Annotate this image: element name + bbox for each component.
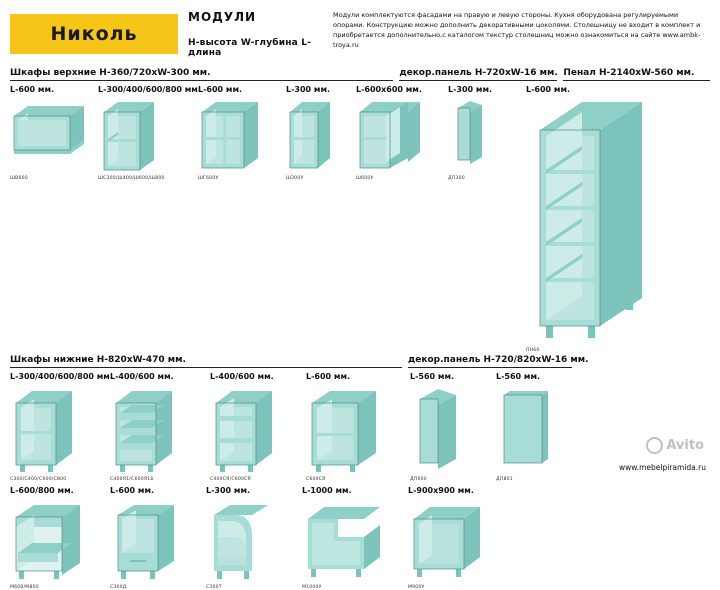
item-code: ДП801	[496, 477, 513, 482]
item-code: Ш600У	[356, 176, 374, 181]
bottom-item-3	[206, 486, 294, 590]
item-code: С400СЯ/С600СЯ	[210, 477, 251, 482]
cabinet-figure	[206, 497, 294, 583]
legend-text: H-высота W-глубина L-длина	[188, 38, 312, 58]
bottom-item-1	[10, 486, 102, 590]
item-code: М900У	[408, 585, 425, 590]
lower-item-1	[10, 372, 113, 482]
cabinet-figure	[356, 96, 440, 174]
item-label: L-600 мм.	[110, 486, 155, 495]
brand-name: Николь	[50, 23, 138, 45]
item-code: М600/М800	[10, 585, 39, 590]
item-code: С300/С400/С600/С800	[10, 477, 67, 482]
item-label: L-300/400/600/800 мм.	[98, 85, 201, 94]
divider	[408, 367, 572, 368]
avito-logo-icon	[646, 437, 663, 454]
header-note: Модули комплектуются фасадами на правую и левую стороны. Кухня оборудована регулируемыми опорами. Конструкцию можно дополнить декоративными цоколями. Столешницу не входит в комплект и приобретается дополнительно,с каталогом текстур столешниц можно ознакомиться на сайте www.ambk-troya.ru	[333, 11, 701, 50]
upper-item-5	[356, 85, 440, 181]
lower-item-2	[110, 372, 202, 482]
item-label: L-300/400/600/800 мм.	[10, 372, 113, 381]
page-title: МОДУЛИ	[188, 10, 257, 24]
panel-figure	[448, 96, 518, 174]
brand-logo	[10, 14, 178, 54]
penal-figure	[526, 96, 676, 346]
cabinet-figure	[110, 497, 198, 583]
lower-section-headings	[10, 355, 710, 372]
divider	[399, 80, 557, 81]
item-label: L-400/600 мм.	[110, 372, 174, 381]
cabinet-figure	[10, 497, 102, 583]
panel-figure	[496, 383, 574, 475]
avito-watermark	[646, 437, 704, 454]
item-code: ДП300	[448, 176, 465, 181]
penal-item	[526, 85, 676, 353]
item-label: L-560 мм.	[410, 372, 455, 381]
cabinet-figure	[306, 383, 402, 475]
item-code: ПН60	[526, 348, 540, 353]
item-label: L-600/800 мм.	[10, 486, 74, 495]
upper-item-3	[198, 85, 278, 181]
cabinet-figure	[302, 497, 400, 583]
bottom-item-2	[110, 486, 198, 590]
bottom-item-4	[302, 486, 400, 590]
cabinet-figure	[10, 96, 90, 174]
item-code: СЗ60Д	[110, 585, 127, 590]
item-code: Ш300У	[286, 176, 304, 181]
divider	[10, 367, 402, 368]
item-code: ШС300/Ш400/Ш600/Ш800	[98, 176, 165, 181]
panel-figure	[410, 383, 488, 475]
upper-items-row	[10, 85, 710, 353]
lower-items-row	[10, 372, 710, 482]
upper-item-4	[286, 85, 348, 181]
cabinet-figure	[98, 96, 190, 174]
cabinet-figure	[408, 497, 506, 583]
item-label: L-600 мм.	[526, 85, 571, 94]
item-label: L-1000 мм.	[302, 486, 352, 495]
penal-title: Пенал H-2140xW-560 мм.	[563, 68, 695, 78]
bottom-items-row	[10, 486, 710, 590]
page-header	[10, 8, 710, 64]
lower-section-title: Шкафы нижние H-820xW-470 мм.	[10, 355, 186, 365]
divider	[10, 80, 393, 81]
item-code: ШВ600	[10, 176, 28, 181]
cabinet-figure	[198, 96, 278, 174]
lower-item-3	[210, 372, 298, 482]
item-label: L-400/600 мм.	[210, 372, 274, 381]
item-label: L-600x600 мм.	[356, 85, 422, 94]
upper-section-title: Шкафы верхние H-360/720xW-300 мм.	[10, 68, 211, 78]
upper-section-headings	[10, 68, 710, 85]
item-label: L-600 мм.	[306, 372, 351, 381]
lower-decor-item-2	[496, 372, 574, 482]
upper-item-1	[10, 85, 90, 181]
item-code: ДП600	[410, 477, 427, 482]
lower-decor-item-1	[410, 372, 488, 482]
cabinet-figure	[110, 383, 202, 475]
footer-site-url: www.mebelpiramida.ru	[619, 463, 706, 472]
item-code: ШГ600У	[198, 176, 219, 181]
lower-item-4	[306, 372, 402, 482]
item-label: L-300 мм.	[448, 85, 493, 94]
item-label: L-300 мм.	[286, 85, 331, 94]
item-code: С400Я1/С600Я1Б	[110, 477, 154, 482]
item-label: L-600 мм.	[10, 85, 55, 94]
item-code: М1000У	[302, 585, 322, 590]
item-label: L-600 мм.	[198, 85, 243, 94]
upper-decor-item	[448, 85, 518, 181]
upper-item-2	[98, 85, 201, 181]
cabinet-figure	[210, 383, 298, 475]
header-middle	[188, 8, 323, 58]
divider	[563, 80, 710, 81]
cabinet-figure	[10, 383, 102, 475]
avito-watermark-text: Avito	[666, 438, 704, 453]
item-label: L-300 мм.	[206, 486, 251, 495]
item-label: L-900x900 мм.	[408, 486, 474, 495]
item-code: С600СЯ	[306, 477, 326, 482]
bottom-item-5	[408, 486, 506, 590]
item-code: СЗ00Т	[206, 585, 222, 590]
item-label: L-560 мм.	[496, 372, 541, 381]
upper-decor-title: декор.панель H-720xW-16 мм.	[399, 68, 558, 78]
cabinet-figure	[286, 96, 348, 174]
lower-decor-title: декор.панель H-720/820xW-16 мм.	[408, 355, 589, 365]
